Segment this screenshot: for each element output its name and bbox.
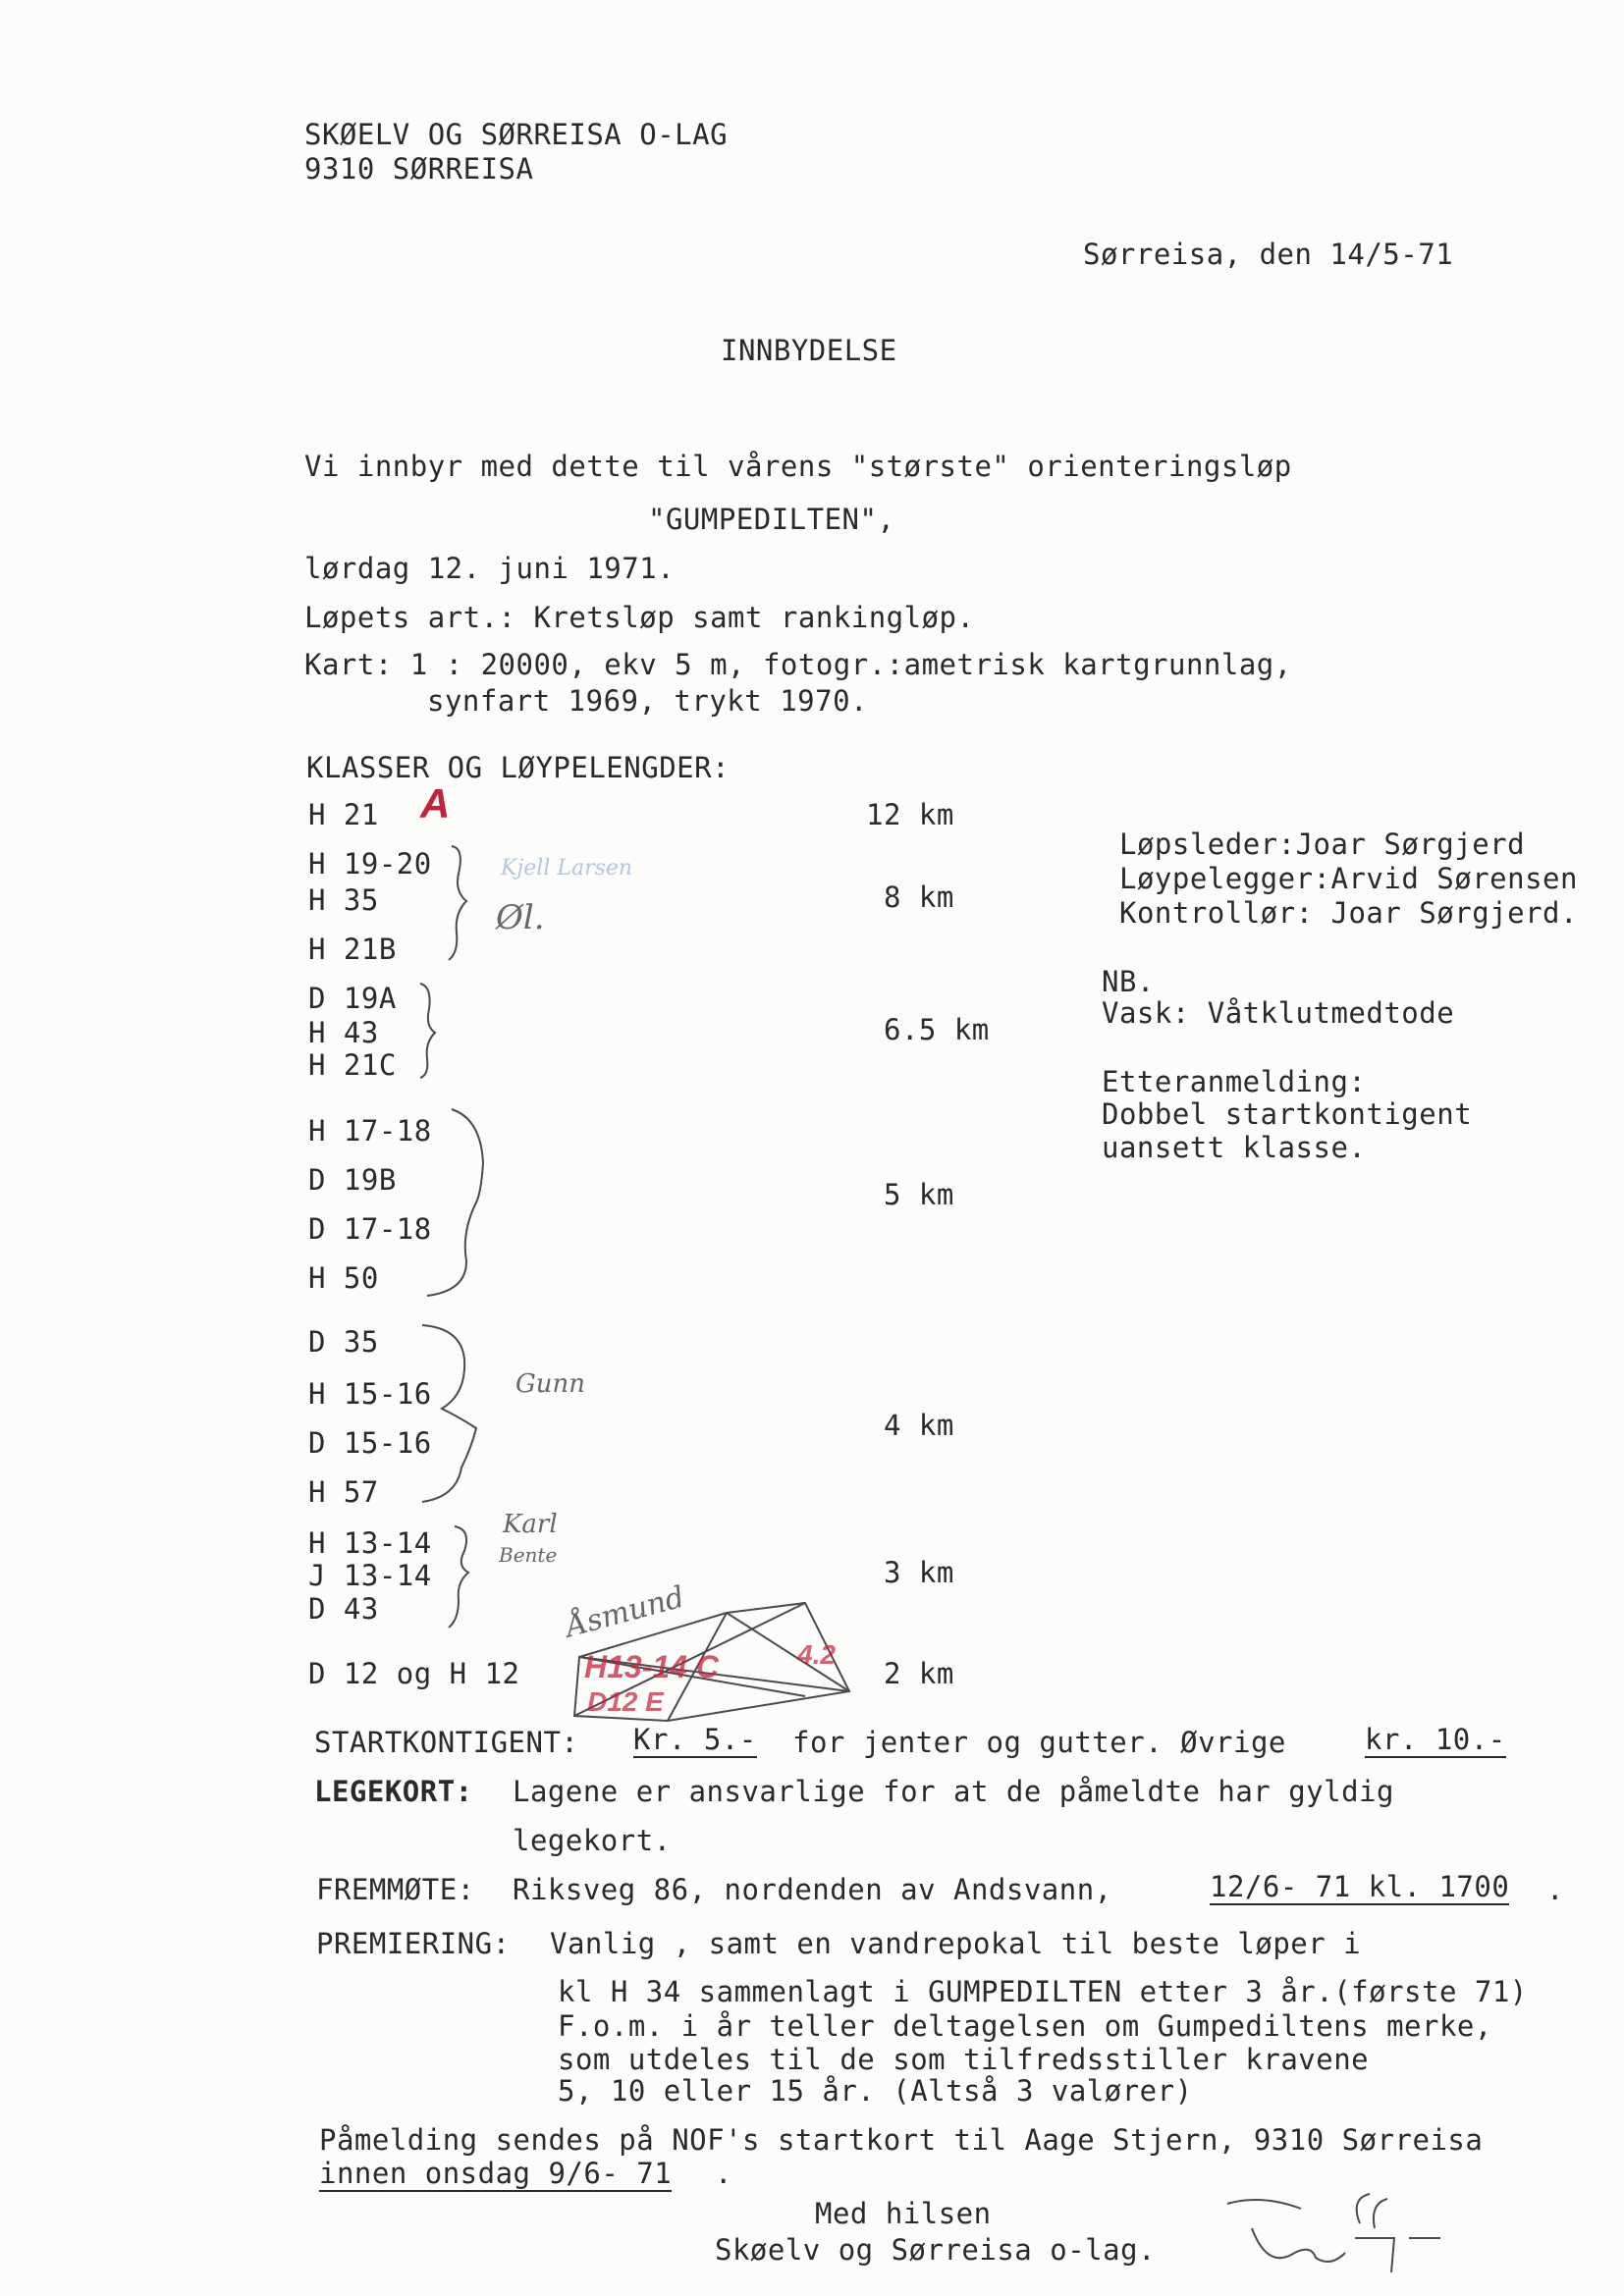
distance: 3 km: [884, 1556, 954, 1589]
prize-line: 5, 10 eller 15 år. (Altså 3 valører): [558, 2074, 1193, 2108]
handwritten-mark: A: [420, 780, 451, 827]
handwritten-note: Gunn: [515, 1369, 586, 1399]
brace-mark: [417, 1320, 496, 1507]
official: Løpsleder:Joar Sørgjerd: [1119, 828, 1526, 861]
nb-label: NB.: [1102, 965, 1155, 998]
official: Løypelegger:Arvid Sørensen: [1119, 862, 1578, 895]
registration-line: Påmelding sendes på NOF's startkort til Aage Stjern, 9310 Sørreisa: [319, 2123, 1484, 2157]
distance: 12 km: [866, 798, 954, 831]
page-title: INNBYDELSE: [721, 334, 897, 367]
class-label: D 19B: [308, 1163, 397, 1197]
meeting-time: 12/6- 71 kl. 1700: [1210, 1870, 1510, 1903]
meeting-text: Riksveg 86, nordenden av Andsvann,: [513, 1873, 1112, 1906]
class-label: H 21: [308, 798, 379, 831]
event-type: Løpets art.: Kretsløp samt rankingløp.: [304, 601, 975, 634]
class-label: H 15-16: [308, 1377, 432, 1411]
registration-deadline: innen onsdag 9/6- 71: [319, 2157, 673, 2190]
handwritten-note: Kjell Larsen: [501, 856, 633, 881]
event-date: lørdag 12. juni 1971.: [304, 552, 676, 585]
intro-line: Vi innbyr med dette til vårens "største" orienteringsløp: [304, 450, 1292, 483]
fees-amount-others: kr. 10.-: [1365, 1723, 1506, 1756]
class-label: D 15-16: [308, 1426, 432, 1460]
class-label: H 57: [308, 1475, 379, 1509]
handwritten-note: Åsmund: [562, 1579, 688, 1645]
brace-mark: [447, 844, 476, 962]
event-name: "GUMPEDILTEN",: [648, 503, 895, 536]
late-entry-label: Etteranmelding:: [1102, 1065, 1367, 1098]
handwritten-note: D12 E: [587, 1686, 664, 1717]
fees-text: for jenter og gutter. Øvrige: [792, 1726, 1286, 1759]
late-entry-line: Dobbel startkontigent: [1102, 1097, 1473, 1131]
class-label: D 19A: [308, 982, 397, 1015]
distance: 4 km: [884, 1409, 954, 1442]
closing-sender: Skøelv og Sørreisa o-lag.: [715, 2233, 1156, 2267]
signature: [1222, 2184, 1448, 2277]
brace-mark: [447, 1522, 476, 1629]
fees-label: STARTKONTIGENT:: [314, 1726, 579, 1759]
class-label: H 17-18: [308, 1114, 432, 1148]
medical-line: Lagene er ansvarlige for at de påmeldte har gyldig: [513, 1775, 1394, 1808]
handwritten-note: H13-14 C: [584, 1649, 719, 1684]
class-label: H 43: [308, 1016, 379, 1049]
class-label: H 50: [308, 1261, 379, 1295]
distance: 6.5 km: [884, 1013, 990, 1046]
class-label: H 13-14: [308, 1526, 432, 1560]
handwritten-note: Karl: [503, 1510, 558, 1539]
meeting-end: .: [1546, 1873, 1564, 1906]
date-line: Sørreisa, den 14/5-71: [1083, 238, 1454, 271]
org-name: SKØELV OG SØRREISA O-LAG: [304, 118, 729, 151]
handwritten-note: Bente: [499, 1543, 558, 1567]
fees-amount-children: Kr. 5.-: [633, 1723, 757, 1756]
class-label: D 43: [308, 1592, 379, 1626]
class-label: J 13-14: [308, 1559, 432, 1592]
class-label: D 35: [308, 1325, 379, 1359]
meeting-label: FREMMØTE:: [316, 1873, 475, 1906]
class-label: H 21C: [308, 1048, 397, 1082]
prize-line: kl H 34 sammenlagt i GUMPEDILTEN etter 3 år.(første 71): [558, 1975, 1528, 2008]
distance: 8 km: [884, 881, 954, 914]
map-info-1: Kart: 1 : 20000, ekv 5 m, fotogr.:ametrisk kartgrunnlag,: [304, 648, 1292, 681]
distance: 2 km: [884, 1657, 954, 1690]
map-info-2: synfart 1969, trykt 1970.: [427, 684, 868, 718]
medical-label: LEGEKORT:: [314, 1775, 473, 1808]
late-entry-line: uansett klasse.: [1102, 1131, 1367, 1164]
classes-heading: KLASSER OG LØYPELENGDER:: [306, 751, 731, 784]
prize-line: Vanlig , samt en vandrepokal til beste løper i: [550, 1927, 1362, 1960]
class-label: D 12 og H 12: [308, 1657, 520, 1690]
handwritten-note: 4.2: [797, 1639, 836, 1670]
prize-line: F.o.m. i år teller deltagelsen om Gumpediltens merke,: [558, 2009, 1492, 2043]
class-label: D 17-18: [308, 1212, 432, 1246]
distance: 5 km: [884, 1178, 954, 1211]
org-address: 9310 SØRREISA: [304, 152, 534, 186]
class-label: H 21B: [308, 933, 397, 966]
handwritten-note: Øl.: [496, 898, 545, 937]
class-label: H 19-20: [308, 847, 432, 881]
medical-line: legekort.: [513, 1824, 672, 1857]
prize-line: som utdeles til de som tilfredsstiller kravene: [558, 2043, 1370, 2076]
nb-text: Vask: Våtklutmedtode: [1102, 996, 1455, 1030]
brace-mark: [422, 1104, 491, 1301]
closing-greeting: Med hilsen: [815, 2197, 992, 2230]
brace-mark: [417, 982, 442, 1080]
registration-end: .: [715, 2157, 732, 2190]
prize-label: PREMIERING:: [316, 1927, 511, 1960]
class-label: H 35: [308, 883, 379, 917]
official: Kontrollør: Joar Sørgjerd.: [1119, 896, 1578, 930]
